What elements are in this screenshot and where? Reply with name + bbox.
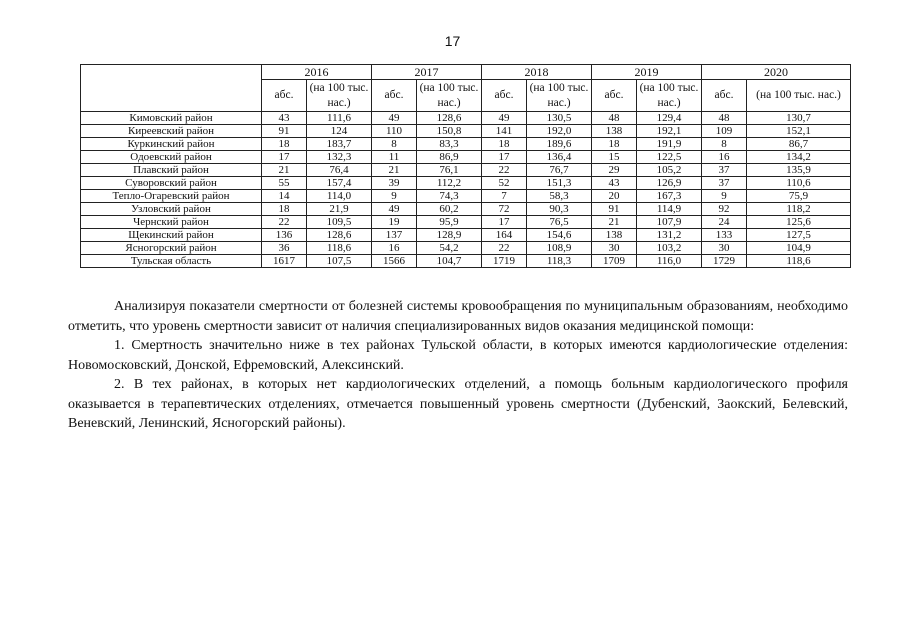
region-name-cell: Кимовский район xyxy=(81,112,262,125)
table-body xyxy=(81,112,851,268)
abs-value-cell: 110 xyxy=(372,125,417,138)
rate-value-cell: 116,0 xyxy=(637,255,702,268)
abs-value-cell: 137 xyxy=(372,229,417,242)
abs-value-cell: 8 xyxy=(372,138,417,151)
rate-value-cell: 127,5 xyxy=(747,229,851,242)
rate-value-cell: 107,5 xyxy=(307,255,372,268)
region-name-cell: Тепло-Огаревский район xyxy=(81,190,262,203)
region-name-cell: Тульская область xyxy=(81,255,262,268)
abs-value-cell: 21 xyxy=(262,164,307,177)
page-number: 17 xyxy=(444,33,461,49)
rate-header: (на 100 тыс. нас.) xyxy=(417,80,482,112)
rate-value-cell: 21,9 xyxy=(307,203,372,216)
mortality-table xyxy=(80,64,851,268)
rate-value-cell: 130,7 xyxy=(747,112,851,125)
table-row xyxy=(81,229,851,242)
abs-value-cell: 52 xyxy=(482,177,527,190)
abs-value-cell: 19 xyxy=(372,216,417,229)
abs-value-cell: 14 xyxy=(262,190,307,203)
abs-value-cell: 20 xyxy=(592,190,637,203)
rate-value-cell: 150,8 xyxy=(417,125,482,138)
table-row xyxy=(81,255,851,268)
rate-value-cell: 86,7 xyxy=(747,138,851,151)
abs-value-cell: 91 xyxy=(262,125,307,138)
rate-value-cell: 103,2 xyxy=(637,242,702,255)
year-header: 2017 xyxy=(372,65,482,80)
table-row xyxy=(81,164,851,177)
rate-value-cell: 122,5 xyxy=(637,151,702,164)
abs-value-cell: 141 xyxy=(482,125,527,138)
rate-value-cell: 132,3 xyxy=(307,151,372,164)
region-name-cell: Куркинский район xyxy=(81,138,262,151)
abs-value-cell: 136 xyxy=(262,229,307,242)
rate-value-cell: 108,9 xyxy=(527,242,592,255)
rate-value-cell: 86,9 xyxy=(417,151,482,164)
abs-value-cell: 72 xyxy=(482,203,527,216)
abs-value-cell: 49 xyxy=(372,203,417,216)
table-row xyxy=(81,151,851,164)
rate-value-cell: 131,2 xyxy=(637,229,702,242)
abs-value-cell: 37 xyxy=(702,164,747,177)
abs-value-cell: 133 xyxy=(702,229,747,242)
abs-value-cell: 29 xyxy=(592,164,637,177)
rate-value-cell: 76,5 xyxy=(527,216,592,229)
region-name-cell: Ясногорский район xyxy=(81,242,262,255)
abs-header: абс. xyxy=(262,80,307,112)
abs-header: абс. xyxy=(592,80,637,112)
rate-value-cell: 136,4 xyxy=(527,151,592,164)
abs-value-cell: 18 xyxy=(592,138,637,151)
rate-value-cell: 76,4 xyxy=(307,164,372,177)
rate-value-cell: 129,4 xyxy=(637,112,702,125)
rate-value-cell: 167,3 xyxy=(637,190,702,203)
abs-value-cell: 39 xyxy=(372,177,417,190)
abs-value-cell: 1566 xyxy=(372,255,417,268)
abs-header: абс. xyxy=(372,80,417,112)
rate-value-cell: 134,2 xyxy=(747,151,851,164)
abs-value-cell: 7 xyxy=(482,190,527,203)
abs-value-cell: 17 xyxy=(262,151,307,164)
abs-header: абс. xyxy=(482,80,527,112)
table-row xyxy=(81,190,851,203)
rate-value-cell: 75,9 xyxy=(747,190,851,203)
region-header-cell xyxy=(81,65,262,112)
rate-value-cell: 109,5 xyxy=(307,216,372,229)
abs-value-cell: 37 xyxy=(702,177,747,190)
rate-value-cell: 104,7 xyxy=(417,255,482,268)
body-text xyxy=(68,297,848,434)
rate-value-cell: 74,3 xyxy=(417,190,482,203)
rate-value-cell: 128,6 xyxy=(417,112,482,125)
abs-value-cell: 30 xyxy=(592,242,637,255)
abs-value-cell: 91 xyxy=(592,203,637,216)
rate-value-cell: 124 xyxy=(307,125,372,138)
abs-value-cell: 16 xyxy=(372,242,417,255)
rate-value-cell: 191,9 xyxy=(637,138,702,151)
abs-value-cell: 109 xyxy=(702,125,747,138)
abs-value-cell: 22 xyxy=(482,164,527,177)
rate-value-cell: 114,0 xyxy=(307,190,372,203)
abs-value-cell: 49 xyxy=(372,112,417,125)
rate-header: (на 100 тыс. нас.) xyxy=(307,80,372,112)
rate-value-cell: 130,5 xyxy=(527,112,592,125)
abs-value-cell: 16 xyxy=(702,151,747,164)
year-header-row xyxy=(81,65,851,80)
abs-value-cell: 1719 xyxy=(482,255,527,268)
abs-value-cell: 48 xyxy=(592,112,637,125)
year-header: 2016 xyxy=(262,65,372,80)
abs-value-cell: 92 xyxy=(702,203,747,216)
rate-value-cell: 60,2 xyxy=(417,203,482,216)
region-name-cell: Суворовский район xyxy=(81,177,262,190)
table-row xyxy=(81,125,851,138)
table-row xyxy=(81,242,851,255)
rate-value-cell: 183,7 xyxy=(307,138,372,151)
rate-value-cell: 112,2 xyxy=(417,177,482,190)
region-name-cell: Щекинский район xyxy=(81,229,262,242)
rate-value-cell: 54,2 xyxy=(417,242,482,255)
year-header: 2019 xyxy=(592,65,702,80)
rate-value-cell: 118,3 xyxy=(527,255,592,268)
rate-value-cell: 58,3 xyxy=(527,190,592,203)
rate-value-cell: 118,6 xyxy=(307,242,372,255)
table-row xyxy=(81,177,851,190)
rate-value-cell: 95,9 xyxy=(417,216,482,229)
rate-value-cell: 192,1 xyxy=(637,125,702,138)
rate-value-cell: 154,6 xyxy=(527,229,592,242)
abs-value-cell: 17 xyxy=(482,151,527,164)
paragraph: 1. Смертность значительно ниже в тех районах Тульской области, в которых имеются кардиологические отделения: Новомосковский, Донской, Ефремовский, Алексинский. xyxy=(68,338,848,373)
rate-header: (на 100 тыс. нас.) xyxy=(637,80,702,112)
rate-value-cell: 111,6 xyxy=(307,112,372,125)
rate-value-cell: 151,3 xyxy=(527,177,592,190)
abs-value-cell: 30 xyxy=(702,242,747,255)
abs-value-cell: 9 xyxy=(372,190,417,203)
abs-value-cell: 18 xyxy=(482,138,527,151)
rate-value-cell: 105,2 xyxy=(637,164,702,177)
rate-header: (на 100 тыс. нас.) xyxy=(527,80,592,112)
region-name-cell: Одоевский район xyxy=(81,151,262,164)
region-name-cell: Плавский район xyxy=(81,164,262,177)
rate-value-cell: 152,1 xyxy=(747,125,851,138)
abs-value-cell: 138 xyxy=(592,229,637,242)
table-row xyxy=(81,138,851,151)
abs-value-cell: 164 xyxy=(482,229,527,242)
rate-value-cell: 83,3 xyxy=(417,138,482,151)
year-header: 2020 xyxy=(702,65,851,80)
abs-value-cell: 36 xyxy=(262,242,307,255)
rate-value-cell: 189,6 xyxy=(527,138,592,151)
abs-value-cell: 18 xyxy=(262,203,307,216)
abs-value-cell: 24 xyxy=(702,216,747,229)
rate-header: (на 100 тыс. нас.) xyxy=(747,80,851,112)
rate-value-cell: 107,9 xyxy=(637,216,702,229)
abs-value-cell: 18 xyxy=(262,138,307,151)
table-row xyxy=(81,112,851,125)
abs-value-cell: 1729 xyxy=(702,255,747,268)
rate-value-cell: 76,1 xyxy=(417,164,482,177)
rate-value-cell: 128,9 xyxy=(417,229,482,242)
rate-value-cell: 192,0 xyxy=(527,125,592,138)
rate-value-cell: 126,9 xyxy=(637,177,702,190)
abs-value-cell: 17 xyxy=(482,216,527,229)
paragraph: 2. В тех районах, в которых нет кардиологических отделений, а помощь больным кардиологического профиля оказывается в терапевтических отделениях, отмечается повышенный уровень смертности (Дубенский, Заокский, Белевский, Веневский, Ленинский, Ясногорский районы). xyxy=(68,377,848,431)
abs-value-cell: 1709 xyxy=(592,255,637,268)
abs-header: абс. xyxy=(702,80,747,112)
abs-value-cell: 11 xyxy=(372,151,417,164)
rate-value-cell: 90,3 xyxy=(527,203,592,216)
abs-value-cell: 9 xyxy=(702,190,747,203)
rate-value-cell: 125,6 xyxy=(747,216,851,229)
region-name-cell: Чернский район xyxy=(81,216,262,229)
rate-value-cell: 76,7 xyxy=(527,164,592,177)
abs-value-cell: 138 xyxy=(592,125,637,138)
abs-value-cell: 55 xyxy=(262,177,307,190)
rate-value-cell: 118,6 xyxy=(747,255,851,268)
rate-value-cell: 104,9 xyxy=(747,242,851,255)
abs-value-cell: 43 xyxy=(262,112,307,125)
table-row xyxy=(81,216,851,229)
rate-value-cell: 118,2 xyxy=(747,203,851,216)
abs-value-cell: 22 xyxy=(262,216,307,229)
abs-value-cell: 49 xyxy=(482,112,527,125)
region-name-cell: Киреевский район xyxy=(81,125,262,138)
abs-value-cell: 43 xyxy=(592,177,637,190)
abs-value-cell: 22 xyxy=(482,242,527,255)
region-name-cell: Узловский район xyxy=(81,203,262,216)
rate-value-cell: 157,4 xyxy=(307,177,372,190)
abs-value-cell: 48 xyxy=(702,112,747,125)
paragraph: Анализируя показатели смертности от болезней системы кровообращения по муниципальным образованиям, необходимо отметить, что уровень смертности зависит от наличия специализированных видов оказания медицинской помощи: xyxy=(68,299,848,334)
abs-value-cell: 21 xyxy=(592,216,637,229)
rate-value-cell: 135,9 xyxy=(747,164,851,177)
abs-value-cell: 8 xyxy=(702,138,747,151)
rate-value-cell: 128,6 xyxy=(307,229,372,242)
year-header: 2018 xyxy=(482,65,592,80)
abs-value-cell: 15 xyxy=(592,151,637,164)
abs-value-cell: 1617 xyxy=(262,255,307,268)
table-row xyxy=(81,203,851,216)
rate-value-cell: 114,9 xyxy=(637,203,702,216)
abs-value-cell: 21 xyxy=(372,164,417,177)
rate-value-cell: 110,6 xyxy=(747,177,851,190)
